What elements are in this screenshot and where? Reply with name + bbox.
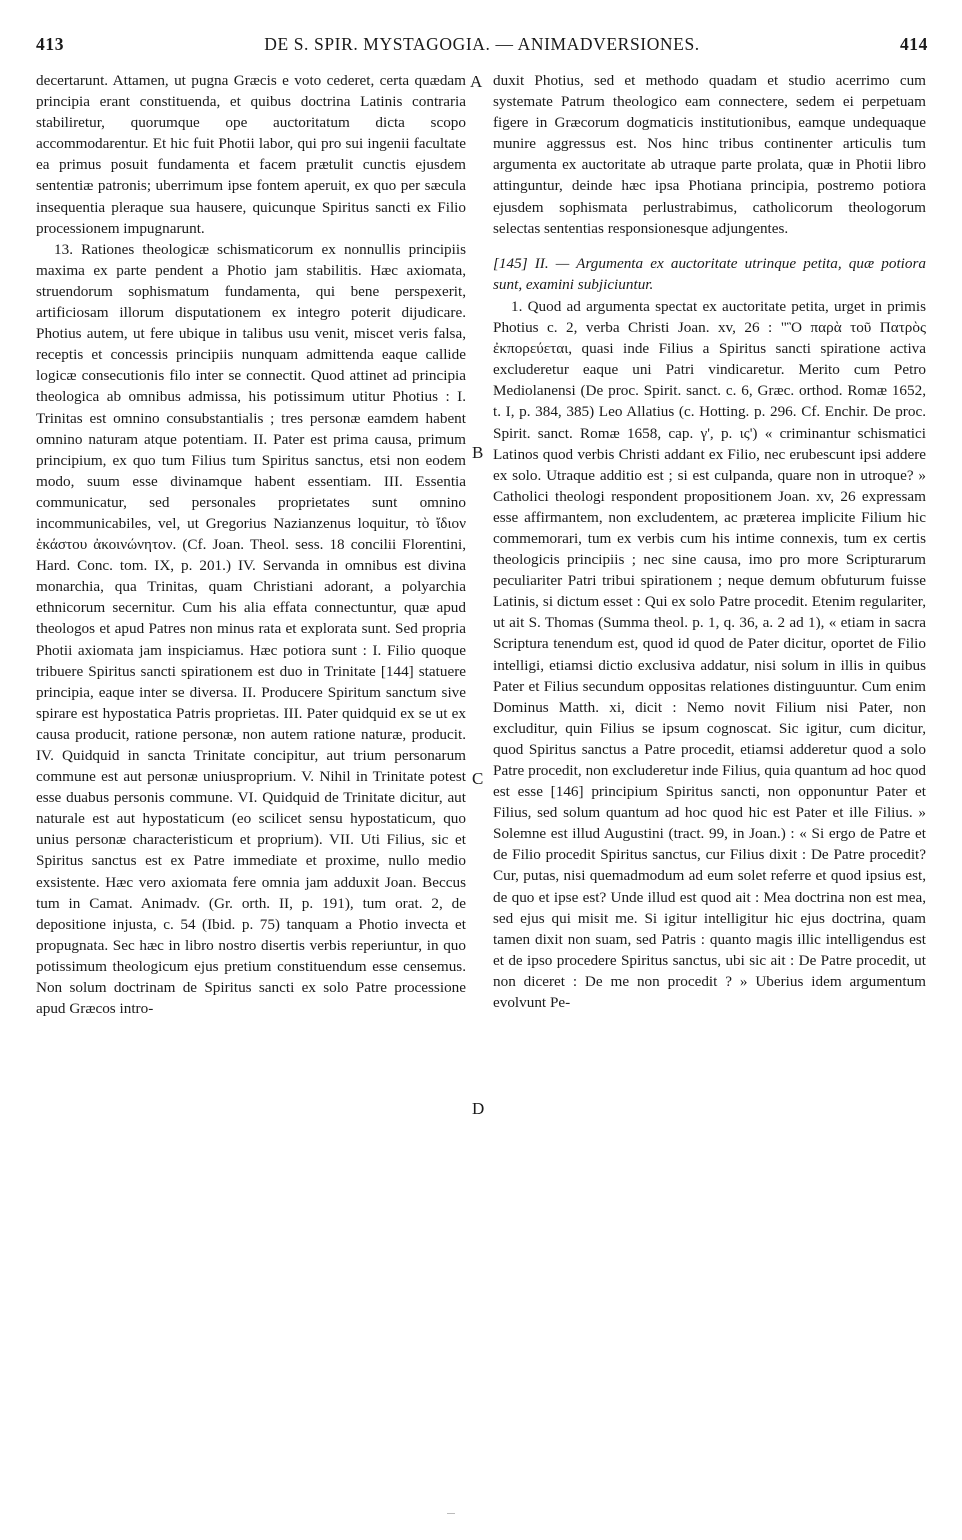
right-column (493, 70, 926, 1013)
margin-letter-c: C (472, 769, 484, 788)
running-header (36, 34, 928, 60)
left-paragraph-1: decertarunt. Attamen, ut pugna Græcis e voto cederet, certa quædam principia erant constituenda, et quibus doctrina Latinis contraria stabiliretur, quorumque ope auctoritatum dicta scopo accommodarentur. Et hic fuit Photii labor, qui pro sui ingenii facultate ea primus posuit fundamenta et facem prætulit cunctis ejusdem sententiæ patronis; uberrimum ipse fontem aperuit, ex quo per sæcula insequentia pleraque sua hausere, quicunque Spiritus sancti ex Filio processionem impugnarunt. (36, 72, 466, 237)
left-column (36, 70, 466, 1019)
footer-rule (447, 1513, 455, 1517)
right-paragraph-top: duxit Photius, sed et methodo quadam et studio acerrimo cum systemate Patrum theologico eam connectere, sedem ei perpetuam figere in Græcorum dogmaticis institutionibus, eamque undequaque munire aggressus est. Nos hinc tribus continenter articulis tum argumenta ex auctoritate ab utraque parte prolata, quæ in Photii libro attinguntur, deinde hæc ipsa Photiana principia, postremo potiora ejusdem sophismata perlustrabimus, catholicorum theologorum selectas sententias responsionesque adjungentes. (493, 72, 926, 237)
right-paragraph-body: 1. Quod ad argumenta spectat ex auctoritate petita, urget in primis Photius c. 2, verba Christi Joan. xv, 26 : "Ὃ παρὰ τοῦ Πατρὸς ἐκπορεύεται, quasi inde Filius a Spiritus sancti spiratione activa excluderetur eaque uni Patri vindicaretur. Merito cum Petro Mediolanensi (De proc. Spirit. sanct. c. 6, Græc. orthod. Romæ 1652, t. I, p. 384, 385) Leo Allatius (c. Hotting. p. 296. Cf. Enchir. De proc. Spirit. sanct. Romæ 1658, cap. γ', p. ις') « criminantur schismatici Latinos quod verbis Christi addant ex Filio, nec erubescunt ipsi addere ex solo. Utraque additio est ; si est culpanda, quare non in utroque? » Catholici theologi respondent propositionem Joan. xv, 26 expressam esse affirmantem, non excludentem, ac præterea implicite Filium hic commemorari, tum ex verbis cum his intime connexis, tum ex certis theologicis principiis ; nec sine causa, imo pro more Scripturarum peculiariter Patri tribui spirationem ; neque demum obfuturum fuisse Latinis, si dictum esset : Qui ex solo Patre procedit. Etenim regulariter, ut ait S. Thomas (Summa theol. p. 1, q. 36, a. 2 ad 1), « etiam in sacra Scriptura tenendum est, quod id quod de Pater dicitur, oportet de Filio intelligi, etiamsi dictio exclusiva addatur, nisi solum in illis in quibus Pater et Filius secundum oppositas relationes distinguuntur. Cum enim Dominus Matth. xi, dicit : Nemo novit Filium nisi Pater, non excluditur, quin Filius se ipsum cognoscat. Sic igitur, cum dicitur, quod Spiritus sanctus a Patre procedit, etiamsi adderetur quod a solo Patre procedit, non excluderetur inde Filius, quia quantum ad hoc quod est esse [146] principium Spiritus sancti, non opponuntur Pater et Filius, sed solum quantum ad hoc quod hic est Pater et ille Filius. » Solemne est illud Augustini (tract. 99, in Joan.) : « Si ergo de Patre et de Filio procedit Spiritus sanctus, cur Filius dixit : De Patre procedit? Cur, putas, nisi quemadmodum ad eum solet referre et quod ipsius est, de quo et ipse est? Unde illud est quod ait : Mea doctrina non est mea, sed ejus qui misit me. Si igitur intelligitur hic ejus doctrina, quam tamen dixit non suam, sed Patris : quanto magis illic intelligendus est et de ipso procedere Spiritus sanctus, ubi sic ait : De Patre procedit, ut non diceret : De me non procedit ? » Uberius idem argumentum evolvunt Pe- (493, 297, 926, 1012)
margin-letter-a: A (470, 72, 483, 91)
left-paragraph-2: 13. Rationes theologicæ schismaticorum ex nonnullis principiis maxima ex parte pendent a Photio jam stabilitis. Hæc axiomata, struendorum sophismatum fundamenta, qui bene perspexerit, artificiosam illorum disputationem ex integro poterit dijudicare. Photius autem, ut fere ubique in talibus usu venit, miscet veris falsa, receptis et concessis principiis nunquam admittenda eaque callide logicæ consecutionis filo inter se connectit. Quod attinet ad principia theologica ab omnibus admissa, his potissimum utitur Photius : I. Trinitas est omnino consubstantialis ; tres personæ eamdem habent omnino naturam atque potentiam. II. Pater est prima causa, primum principium, ex quo tum Filius tum Spiritus sanctus, etsi non eodem modo, suum esse divinamque habent essentiam. III. Essentia communicatur, sed personales proprietates sunt omnino incommunicabiles, vel, ut Gregorius Nazianzenus loquitur, τὸ ἴδιον ἑκάστου ἀκοινώνητον. (Cf. Joan. Theol. sess. 18 concilii Florentini, Hard. Conc. tom. IX, p. 201.) IV. Servanda in omnibus est divina monarchia, qua Trinitas, quam Christiani adorant, a polyarchia ethnicorum secernitur. Cum his alia effata connectuntur, quæ apud theologos et apud Patres non minus rata et explorata sunt. Sed propria Photii axiomata jam inspiciamus. Hæc potiora sunt : I. Filio quoque tribuere Spiritus sancti spirationem est duo in Trinitate [144] statuere principia, eaque inter se diversa. II. Producere Spiritum sanctum sive spirare est hypostatica Patris proprietas. III. Pater quidquid ex se ut ex causa producit, ratione personæ, non autem ratione naturæ, producit. IV. Quidquid in sancta Trinitate concipitur, aut trium personarum commune est aut personæ uniusproprium. V. Nihil in Trinitate potest esse duabus personis commune. VI. Quidquid de Trinitate dicitur, aut naturale est aut hypostaticum (eo scilicet sensu hypostaticum, quo unius personæ characteristicum et proprium). VII. Uti Filius, sic et Spiritus sanctus est ex Patre immediate et proxime, nullo medio exsistente. Hæc vero axiomata fere omnia jam adduxit Joan. Beccus tum in Camat. Animadv. (Gr. orth. II, p. 191), tum orat. 2, de depositione injusta, c. 54 (Ibid. p. 75) tanquam a Photio invecta et propugnata. Sec hæc in libro nostro disertis verbis reperiuntur, in quo potissimum theologicum ejus pretium constituendum esse censemus. Non solum doctrinam de Spiritus sancti ex solo Patre processione apud Græcos intro- (36, 240, 466, 1018)
page-number-left: 413 (36, 34, 65, 54)
section-heading: [145] II. — Argumenta ex auctoritate utrinque petita, quæ potiora sunt, examini subjiciuntur. (493, 254, 926, 293)
margin-letter-b: B (472, 443, 484, 462)
running-title: DE S. SPIR. MYSTAGOGIA. — ANIMADVERSIONES. (264, 34, 700, 54)
margin-letter-d: D (472, 1099, 485, 1118)
page-number-right: 414 (899, 34, 928, 54)
